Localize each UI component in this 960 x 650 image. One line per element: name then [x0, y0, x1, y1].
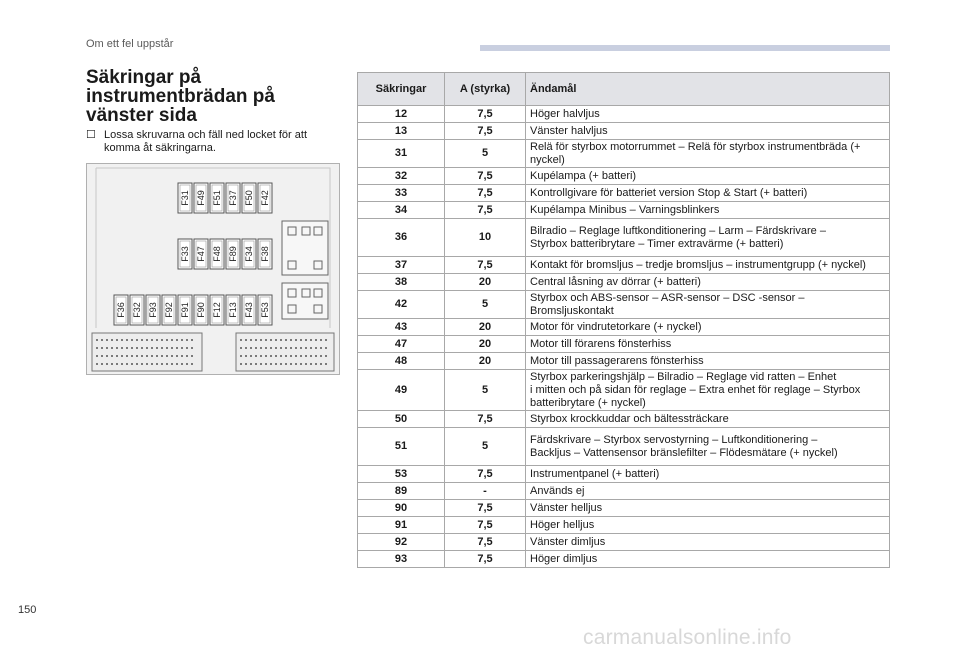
- header-amperage: A (styrka): [445, 73, 526, 106]
- fuse-amperage: 7,5: [445, 123, 526, 140]
- fuse-slot: [194, 295, 208, 325]
- fuse-slot: [258, 295, 272, 325]
- fuse-purpose: [526, 551, 890, 568]
- purpose-line: Höger dimljus: [530, 552, 598, 565]
- fuse-amperage: 10: [445, 219, 526, 257]
- fuse-purpose: [526, 219, 890, 257]
- purpose-line: Motor till passagerarens fönsterhiss: [530, 354, 704, 367]
- fuse-number: 13: [358, 123, 445, 140]
- fuse-amperage: 7,5: [445, 551, 526, 568]
- fuse-label: F32: [132, 302, 142, 318]
- watermark: carmanualsonline.info: [583, 626, 792, 649]
- purpose-line: i mitten och på sidan för reglage – Extra enhet för reglage – Styrbox: [530, 383, 861, 396]
- table-row: [358, 274, 890, 291]
- fuse-number: 92: [358, 534, 445, 551]
- instruction: [86, 129, 336, 155]
- fuse-number: 43: [358, 319, 445, 336]
- fuse-amperage: 5: [445, 140, 526, 168]
- fuse-amperage: 7,5: [445, 466, 526, 483]
- fuse-label: F53: [260, 302, 270, 318]
- fuse-purpose: [526, 353, 890, 370]
- fuse-purpose: [526, 257, 890, 274]
- header-fuses: Säkringar: [358, 73, 445, 106]
- fuse-amperage: 7,5: [445, 185, 526, 202]
- fuse-slot: [210, 295, 224, 325]
- fuse-label: F50: [244, 190, 254, 206]
- fuse-amperage: 7,5: [445, 534, 526, 551]
- fuse-label: F48: [212, 246, 222, 262]
- fuse-label: F51: [212, 190, 222, 206]
- header-purpose: Ändamål: [526, 73, 890, 106]
- table-row: [358, 106, 890, 123]
- purpose-line: batteribrytare (+ nyckel): [530, 396, 646, 409]
- fuse-number: 48: [358, 353, 445, 370]
- fuse-label: F90: [196, 302, 206, 318]
- fuse-slot: [130, 295, 144, 325]
- fuse-number: 12: [358, 106, 445, 123]
- fuse-box-diagram: [86, 163, 340, 375]
- table-row: [358, 551, 890, 568]
- purpose-line: Bromsljuskontakt: [530, 304, 614, 317]
- fuse-purpose: [526, 202, 890, 219]
- table-row: [358, 140, 890, 168]
- fuse-amperage: 5: [445, 291, 526, 319]
- fuse-slot: [162, 295, 176, 325]
- fuse-number: 32: [358, 168, 445, 185]
- purpose-line: Motor för vindrutetorkare (+ nyckel): [530, 320, 702, 333]
- fuse-label: F38: [260, 246, 270, 262]
- fuse-slot: [226, 183, 240, 213]
- fuse-slot: [194, 183, 208, 213]
- fuse-label: F13: [228, 302, 238, 318]
- fuse-purpose: [526, 466, 890, 483]
- fuse-purpose: [526, 123, 890, 140]
- fuse-slot: [178, 183, 192, 213]
- purpose-line: Kupélampa Minibus – Varningsblinkers: [530, 203, 720, 216]
- purpose-line: Central låsning av dörrar (+ batteri): [530, 275, 701, 288]
- fuse-amperage: 7,5: [445, 500, 526, 517]
- table-row: [358, 257, 890, 274]
- fuse-number: 50: [358, 411, 445, 428]
- fuse-purpose: [526, 500, 890, 517]
- fuse-label: F34: [244, 246, 254, 262]
- fuse-label: F92: [164, 302, 174, 318]
- section-title: Säkringar på instrumentbrädan på vänster sida: [86, 67, 275, 126]
- fuse-amperage: 5: [445, 370, 526, 411]
- table-row: [358, 123, 890, 140]
- instruction-text: Lossa skruvarna och fäll ned locket för att komma åt säkringarna.: [104, 129, 307, 154]
- table-row: [358, 168, 890, 185]
- table-row: [358, 517, 890, 534]
- fuse-amperage: 7,5: [445, 202, 526, 219]
- fuse-purpose: [526, 140, 890, 168]
- fuse-amperage: 20: [445, 319, 526, 336]
- fuse-purpose: [526, 411, 890, 428]
- table-row: [358, 291, 890, 319]
- fuse-slot: [226, 295, 240, 325]
- table-row: [358, 202, 890, 219]
- fuse-purpose: [526, 517, 890, 534]
- fuse-purpose: [526, 291, 890, 319]
- fuse-purpose: [526, 336, 890, 353]
- fuse-slot: [146, 295, 160, 325]
- fuse-slot: [242, 295, 256, 325]
- fuse-number: 34: [358, 202, 445, 219]
- fuse-slot: [194, 239, 208, 269]
- purpose-line: Kupélampa (+ batteri): [530, 169, 637, 182]
- fuse-number: 47: [358, 336, 445, 353]
- relay-socket: [282, 283, 328, 319]
- fuse-number: 38: [358, 274, 445, 291]
- connector-block: [236, 333, 334, 371]
- fuse-slot: [226, 239, 240, 269]
- fuse-purpose: [526, 319, 890, 336]
- purpose-line: Bilradio – Reglage luftkonditionering – Larm – Färdskrivare –: [530, 224, 826, 237]
- fuse-slot: [258, 239, 272, 269]
- checkbox-icon: ☐: [86, 129, 96, 141]
- fuse-number: 31: [358, 140, 445, 168]
- fuse-label: F36: [116, 302, 126, 318]
- fuse-label: F12: [212, 302, 222, 318]
- fuse-label: F93: [148, 302, 158, 318]
- fuse-amperage: 7,5: [445, 411, 526, 428]
- table-row: [358, 534, 890, 551]
- purpose-line: Styrbox och ABS-sensor – ASR-sensor – DSC -sensor –: [530, 291, 805, 304]
- fuse-slot: [258, 183, 272, 213]
- purpose-line: Styrbox krockkuddar och bältessträckare: [530, 412, 729, 425]
- purpose-line: Instrumentpanel (+ batteri): [530, 467, 660, 480]
- fuse-amperage: 7,5: [445, 106, 526, 123]
- fuse-number: 37: [358, 257, 445, 274]
- fuse-amperage: 20: [445, 274, 526, 291]
- fuse-amperage: 7,5: [445, 257, 526, 274]
- purpose-line: Höger helljus: [530, 518, 595, 531]
- table-row: [358, 500, 890, 517]
- fuse-number: 51: [358, 428, 445, 466]
- fuse-amperage: -: [445, 483, 526, 500]
- fuse-purpose: [526, 185, 890, 202]
- table-row: [358, 370, 890, 411]
- fuse-label: F33: [180, 246, 190, 262]
- fuse-table: [357, 72, 890, 568]
- table-row: [358, 219, 890, 257]
- purpose-line: Motor till förarens fönsterhiss: [530, 337, 672, 350]
- table-row: [358, 466, 890, 483]
- fuse-purpose: [526, 274, 890, 291]
- fuse-purpose: [526, 428, 890, 466]
- purpose-line: Styrbox batteribrytare – Timer extravärme (+ batteri): [530, 237, 784, 250]
- purpose-line: Kontakt för bromsljus – tredje bromsljus – instrumentgrupp (+ nyckel): [530, 258, 866, 271]
- fuse-number: 91: [358, 517, 445, 534]
- fuse-purpose: [526, 106, 890, 123]
- table-row: [358, 319, 890, 336]
- fuse-number: 49: [358, 370, 445, 411]
- fuse-number: 90: [358, 500, 445, 517]
- fuse-number: 36: [358, 219, 445, 257]
- fuse-purpose: [526, 534, 890, 551]
- purpose-line: Färdskrivare – Styrbox servostyrning – Luftkonditionering –: [530, 433, 818, 446]
- table-row: [358, 185, 890, 202]
- fuse-purpose: [526, 370, 890, 411]
- fuse-label: F43: [244, 302, 254, 318]
- fuse-amperage: 5: [445, 428, 526, 466]
- fuse-label: F31: [180, 190, 190, 206]
- fuse-amperage: 7,5: [445, 168, 526, 185]
- relay-socket: [282, 221, 328, 275]
- fuse-amperage: 20: [445, 353, 526, 370]
- fuse-number: 89: [358, 483, 445, 500]
- fuse-label: F47: [196, 246, 206, 262]
- fuse-slot: [242, 183, 256, 213]
- header-bar: [480, 45, 890, 51]
- connector-block: [92, 333, 202, 371]
- purpose-line: Vänster helljus: [530, 501, 603, 514]
- purpose-line: Backljus – Vattensensor bränslefilter – Flödesmätare (+ nyckel): [530, 446, 838, 459]
- fuse-slot: [178, 295, 192, 325]
- fuse-amperage: 7,5: [445, 517, 526, 534]
- fuse-amperage: 20: [445, 336, 526, 353]
- purpose-line: Kontrollgivare för batteriet version Stop & Start (+ batteri): [530, 186, 808, 199]
- table-row: [358, 428, 890, 466]
- fuse-label: F42: [260, 190, 270, 206]
- fuse-number: 93: [358, 551, 445, 568]
- purpose-line: Styrbox parkeringshjälp – Bilradio – Reglage vid ratten – Enhet: [530, 370, 837, 383]
- fuse-label: F91: [180, 302, 190, 318]
- fuse-purpose: [526, 168, 890, 185]
- table-row: [358, 483, 890, 500]
- fuse-label: F37: [228, 190, 238, 206]
- fuse-number: 42: [358, 291, 445, 319]
- purpose-line: Höger halvljus: [530, 107, 600, 120]
- relay-sockets: [282, 221, 328, 319]
- table-row: [358, 353, 890, 370]
- fuse-number: 53: [358, 466, 445, 483]
- fuse-slot: [242, 239, 256, 269]
- fuse-purpose: [526, 483, 890, 500]
- purpose-line: Relä för styrbox motorrummet – Relä för styrbox instrumentbräda (+: [530, 140, 861, 153]
- table-row: [358, 336, 890, 353]
- fuse-number: 33: [358, 185, 445, 202]
- purpose-line: Används ej: [530, 484, 585, 497]
- page-number: 150: [18, 604, 37, 616]
- fuse-slot: [178, 239, 192, 269]
- running-head: Om ett fel uppstår: [86, 38, 174, 50]
- fuse-label: F49: [196, 190, 206, 206]
- purpose-line: Vänster halvljus: [530, 124, 608, 137]
- purpose-line: Vänster dimljus: [530, 535, 606, 548]
- fuse-slot: [210, 239, 224, 269]
- fuse-slot: [114, 295, 128, 325]
- fuse-label: F89: [228, 246, 238, 262]
- fuse-slot: [210, 183, 224, 213]
- table-row: [358, 411, 890, 428]
- purpose-line: nyckel): [530, 153, 565, 166]
